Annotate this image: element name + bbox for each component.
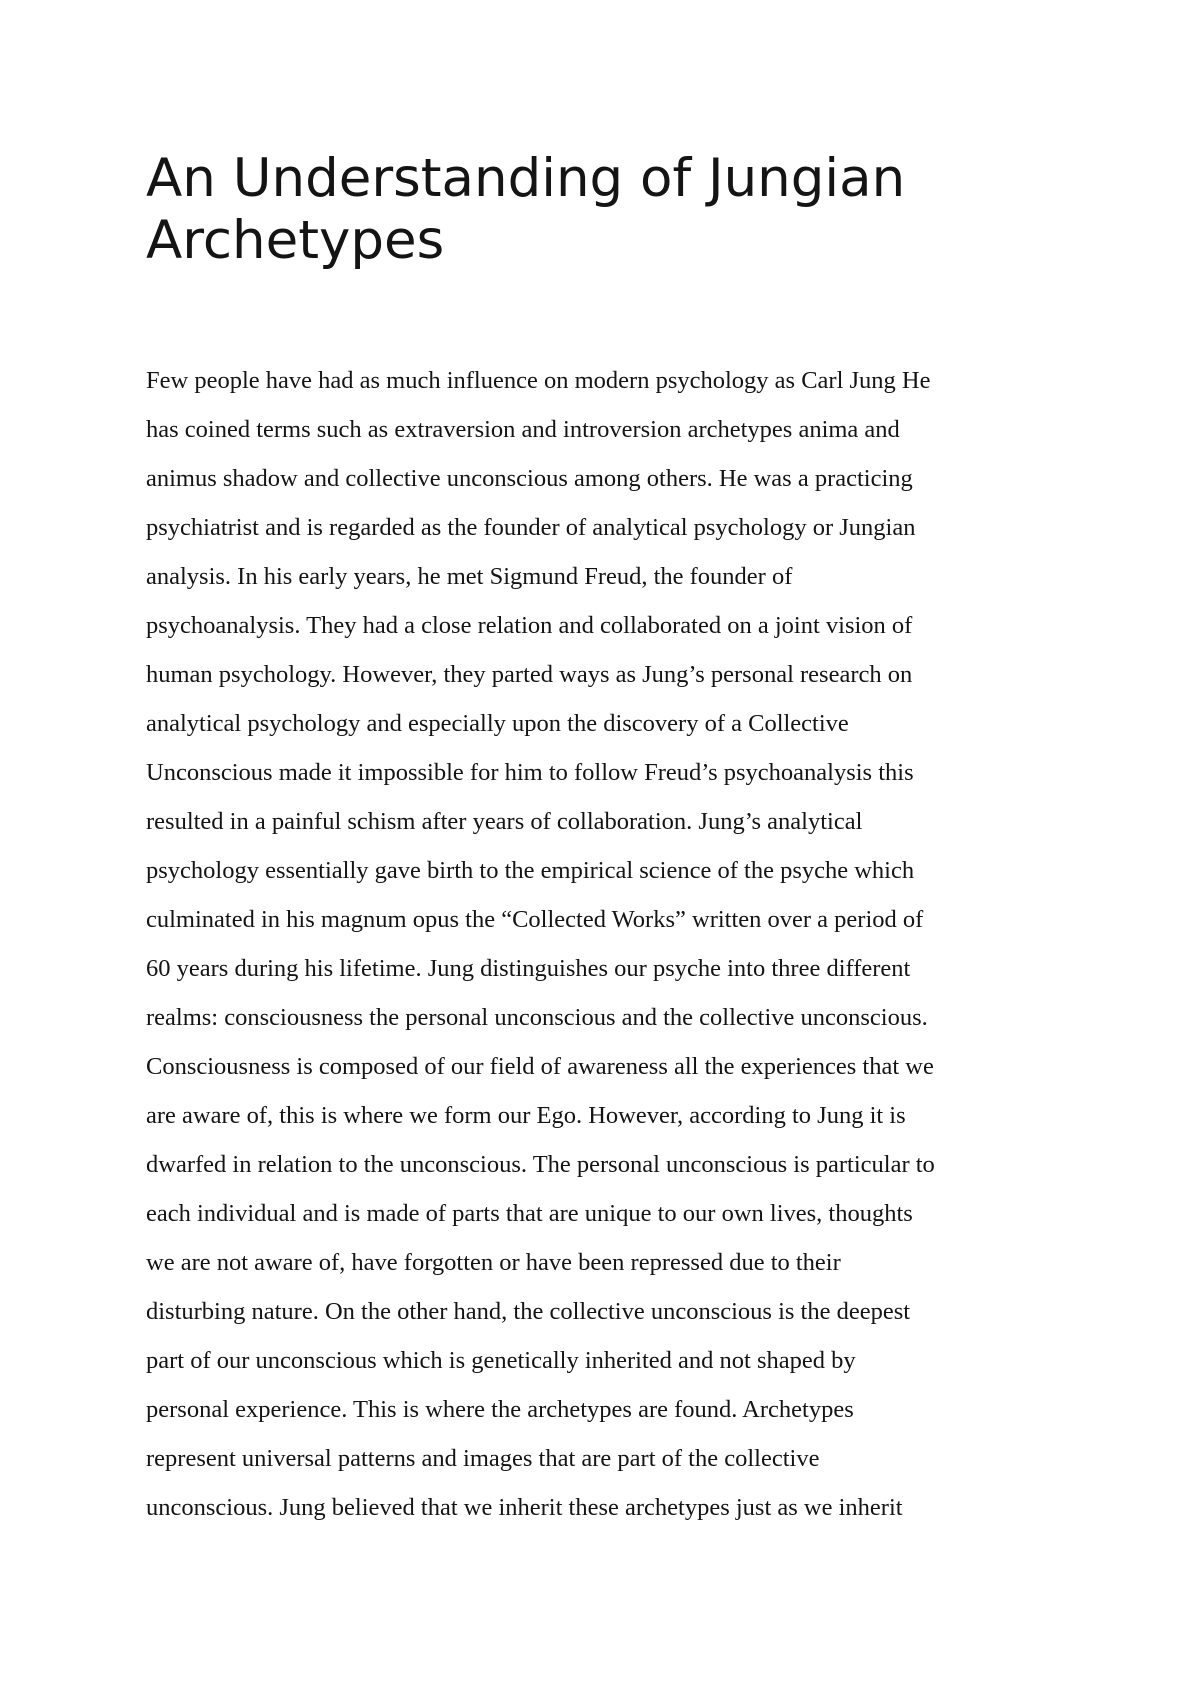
body-line: psychiatrist and is regarded as the founder of analytical psychology or Jungian: [146, 514, 916, 541]
body-line: Unconscious made it impossible for him to follow Freud’s psychoanalysis this: [146, 759, 914, 786]
body-line: analytical psychology and especially upon the discovery of a Collective: [146, 710, 849, 737]
body-line: personal experience. This is where the archetypes are found. Archetypes: [146, 1396, 854, 1423]
body-line: has coined terms such as extraversion and introversion archetypes anima and: [146, 416, 900, 443]
body-line: analysis. In his early years, he met Sigmund Freud, the founder of: [146, 563, 793, 590]
body-line: Few people have had as much influence on modern psychology as Carl Jung He: [146, 367, 931, 394]
body-line: unconscious. Jung believed that we inherit these archetypes just as we inherit: [146, 1494, 903, 1521]
body-line: culminated in his magnum opus the “Collected Works” written over a period of: [146, 906, 924, 933]
body-line: disturbing nature. On the other hand, the collective unconscious is the deepest: [146, 1298, 911, 1325]
body-line: animus shadow and collective unconscious among others. He was a practicing: [146, 465, 913, 492]
body-line: psychology essentially gave birth to the empirical science of the psyche which: [146, 857, 915, 884]
body-line: Consciousness is composed of our field of awareness all the experiences that we: [146, 1053, 934, 1080]
body-line: each individual and is made of parts that are unique to our own lives, thoughts: [146, 1200, 913, 1227]
body-line: 60 years during his lifetime. Jung distinguishes our psyche into three different: [146, 955, 911, 982]
body-line: part of our unconscious which is genetically inherited and not shaped by: [146, 1347, 856, 1374]
body-line: dwarfed in relation to the unconscious. The personal unconscious is particular to: [146, 1151, 935, 1178]
document-body: [146, 356, 1106, 1532]
document-title: [146, 148, 1106, 272]
body-line: are aware of, this is where we form our Ego. However, according to Jung it is: [146, 1102, 906, 1129]
body-line: realms: consciousness the personal unconscious and the collective unconscious.: [146, 1004, 928, 1031]
body-line: resulted in a painful schism after years of collaboration. Jung’s analytical: [146, 808, 863, 835]
body-line: represent universal patterns and images that are part of the collective: [146, 1445, 820, 1472]
body-line: human psychology. However, they parted ways as Jung’s personal research on: [146, 661, 913, 688]
title-line: Archetypes: [146, 210, 445, 271]
body-line: we are not aware of, have forgotten or have been repressed due to their: [146, 1249, 841, 1276]
body-line: psychoanalysis. They had a close relation and collaborated on a joint vision of: [146, 612, 913, 639]
title-line: An Understanding of Jungian: [146, 148, 906, 209]
